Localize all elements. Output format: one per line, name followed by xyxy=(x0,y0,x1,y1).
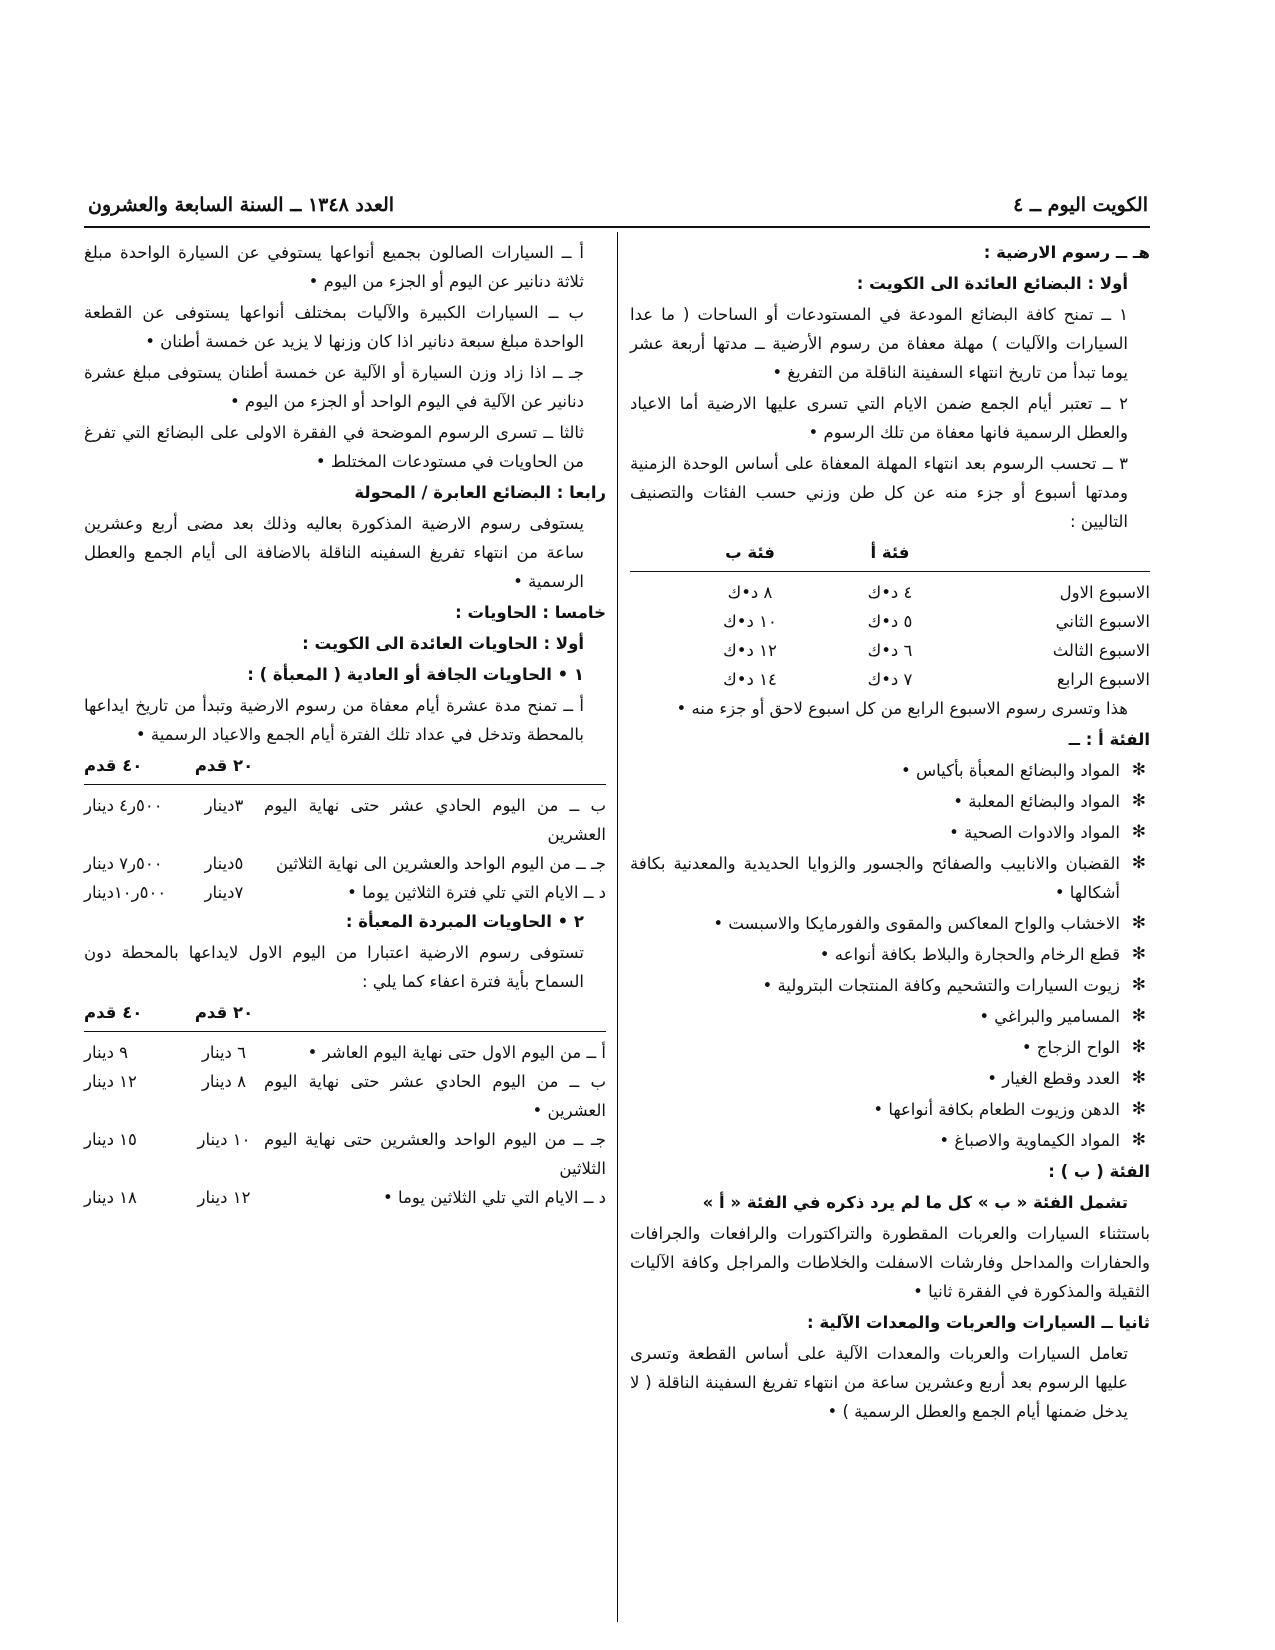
paragraph: تستوفى رسوم الارضية اعتبارا من اليوم الاول لايداعها بالمحطة دون السماح بأية فترة اعفاء كما يلي : xyxy=(84,943,584,991)
subsection-heading: ١ • الحاويات الجافة أو العادية ( المعبأة ) : xyxy=(247,665,584,684)
size-header-row xyxy=(84,751,606,780)
section-heading: هـ ــ رسوم الارضية : xyxy=(983,243,1150,262)
table-rule xyxy=(630,571,1150,572)
table-row: جـ ــ من اليوم الواحد والعشرين الى نهاية الثلاثين ٥دينار ٥٠٠ر٧ دينار xyxy=(84,854,606,873)
paragraph: أ ــ تمنح مدة عشرة أيام معفاة من رسوم الارضية وتبدأ من تاريخ ايداعها بالمحطة وتدخل في عداد تلك الفترة أيام الجمع والاعياد الرسمية • xyxy=(84,696,584,744)
paragraph: تعامل السيارات والعربات والمعدات الآلية على أساس القطعة وتسرى عليها الرسوم بعد أربع وعشرين ساعة من انتهاء تفريغ السفينة الناقلة ( لا يدخل ضمنها أيام الجمع والعطل الرسمية ) • xyxy=(630,1344,1128,1421)
paragraph: هذا وتسرى رسوم الاسبوع الرابع من كل اسبوع لاحق أو جزء منه • xyxy=(676,699,1128,718)
subsection-heading: رابعا : البضائع العابرة / المحولة xyxy=(354,483,606,502)
header-issue: العدد ١٣٤٨ ــ السنة السابعة والعشرون xyxy=(88,194,395,216)
list-item: ✻ الواح الزجاج • xyxy=(630,1033,1150,1062)
table-row: د ــ الايام التي تلي فترة الثلاثين يوما • ٧دينار ٥٠٠ر١٠دينار xyxy=(84,883,606,902)
column-divider xyxy=(617,232,618,1622)
right-column xyxy=(630,238,1150,1428)
table-row: أ ــ من اليوم الاول حتى نهاية اليوم العاشر • ٦ دينار ٩ دينار xyxy=(84,1043,606,1062)
table-row: الاسبوع الثاني ٥ د•ك ١٠ د•ك xyxy=(723,612,1150,631)
paragraph: أ ــ السيارات الصالون بجميع أنواعها يستوفي عن السيارة الواحدة مبلغ ثلاثة دنانير عن اليوم أو الجزء من اليوم • xyxy=(84,243,584,291)
category-b-label: فئة ب xyxy=(725,543,775,562)
list-item: ✻ الدهن وزيوت الطعام بكافة أنواعها • xyxy=(630,1095,1150,1124)
paragraph: ١ ــ تمنح كافة البضائع المودعة في المستودعات أو الساحات ( ما عدا السيارات والآليات ) مهلة معفاة من رسوم الأرضية ــ مدتها أربعة عشر يوما تبدأ من تاريخ انتهاء السفينة الناقلة من التفريغ • xyxy=(630,305,1128,382)
subsection-heading: ٢ • الحاويات المبردة المعبأة : xyxy=(345,912,584,931)
subsection-heading: أولا : الحاويات العائدة الى الكويت : xyxy=(302,634,584,653)
list-item: ✻ العدد وقطع الغيار • xyxy=(630,1064,1150,1093)
list-item: ✻ القضبان والانابيب والصفائح والجسور والزوايا الحديدية والمعدنية بكافة أشكالها • xyxy=(630,849,1150,907)
table-row: الاسبوع الرابع ٧ د•ك ١٤ د•ك xyxy=(723,670,1150,689)
table-row: ب ــ من اليوم الحادي عشر حتى نهاية اليوم العشرين ٣دينار ٥٠٠ر٤ دينار xyxy=(84,796,606,844)
list-item: ✻ المواد والبضائع المعلبة • xyxy=(630,787,1150,816)
table-row: د ــ الايام التي تلي الثلاثين يوما • ١٢ دينار ١٨ دينار xyxy=(84,1188,606,1207)
size-20-label: ٢٠ قدم xyxy=(194,1003,254,1022)
size-header-row xyxy=(84,998,606,1027)
list-item: ✻ المسامير والبراغي • xyxy=(630,1002,1150,1031)
size-20-label: ٢٠ قدم xyxy=(194,756,254,775)
list-item: ✻ المواد الكيماوية والاصباغ • xyxy=(630,1126,1150,1155)
list-item: ✻ قطع الرخام والحجارة والبلاط بكافة أنواعه • xyxy=(630,940,1150,969)
paragraph: ٣ ــ تحسب الرسوم بعد انتهاء المهلة المعفاة على أساس الوحدة الزمنية ومدتها أسبوع أو جزء منه عن كل طن وزني حسب الفئات والتصنيف التاليين : xyxy=(630,454,1128,531)
paragraph: باستثناء السيارات والعربات المقطورة والتراكتورات والرافعات والجرافات والحفارات والمداحل وفارشات الاسفلت والخلاطات والمراجل وكافة الآليات الثقيلة والمذكورة في الفقرة ثانيا • xyxy=(630,1224,1150,1301)
paragraph: جـ ــ اذا زاد وزن السيارة أو الآلية عن خمسة أطنان يستوفى مبلغ عشرة دنانير عن الآلية في اليوم الواحد أو الجزء من اليوم • xyxy=(84,363,584,411)
table-row: ب ــ من اليوم الحادي عشر حتى نهاية اليوم العشرين • ٨ دينار ١٢ دينار xyxy=(84,1072,606,1120)
category-a-label: فئة أ xyxy=(870,543,910,562)
header-title: الكويت اليوم ــ ٤ xyxy=(1013,194,1148,216)
category-a-heading: الفئة أ : ــ xyxy=(1068,730,1150,749)
category-b-heading: الفئة ( ب ) : xyxy=(1048,1162,1150,1181)
table-rule xyxy=(84,1031,606,1032)
list-item: ✻ زيوت السيارات والتشحيم وكافة المنتجات البترولية • xyxy=(630,971,1150,1000)
paragraph: ٢ ــ تعتبر أيام الجمع ضمن الايام التي تسرى عليها الارضية أما الاعياد والعطل الرسمية فانها معفاة من تلك الرسوم • xyxy=(630,394,1128,442)
page-header xyxy=(88,194,1148,224)
table-rule xyxy=(84,784,606,785)
subsection-heading: ثانيا ــ السيارات والعربات والمعدات الآلية : xyxy=(807,1313,1150,1332)
subsection-heading: أولا : البضائع العائدة الى الكويت : xyxy=(856,274,1128,293)
paragraph: ب ــ السيارات الكبيرة والآليات بمختلف أنواعها يستوفى عن القطعة الواحدة مبلغ سبعة دنانير اذا كان وزنها لا يزيد عن خمسة أطنان • xyxy=(84,303,584,351)
table-row: الاسبوع الاول ٤ د•ك ٨ د•ك xyxy=(727,583,1150,602)
left-column xyxy=(84,238,606,1212)
paragraph: ثالثا ــ تسرى الرسوم الموضحة في الفقرة الاولى على البضائع التي تفرغ من الحاويات في مستودعات المختلط • xyxy=(84,423,584,471)
list-item: ✻ المواد والادوات الصحية • xyxy=(630,818,1150,847)
section-heading: خامسا : الحاويات : xyxy=(455,603,606,622)
table-row: جـ ــ من اليوم الواحد والعشرين حتى نهاية اليوم الثلاثين ١٠ دينار ١٥ دينار xyxy=(84,1130,606,1178)
paragraph: يستوفى رسوم الارضية المذكورة بعاليه وذلك بعد مضى أربع وعشرين ساعة من انتهاء تفريغ السفينه الناقلة بالاضافة الى أيام الجمع والعطل الرسمية • xyxy=(84,514,584,591)
size-40-label: ٤٠ قدم xyxy=(84,1003,143,1022)
table-row: الاسبوع الثالث ٦ د•ك ١٢ د•ك xyxy=(723,641,1150,660)
list-item: ✻ المواد والبضائع المعبأة بأكياس • xyxy=(630,756,1150,785)
size-40-label: ٤٠ قدم xyxy=(84,756,143,775)
list-item: ✻ الاخشاب والواح المعاكس والمقوى والفورمايكا والاسبست • xyxy=(630,909,1150,938)
header-rule xyxy=(84,226,1150,228)
category-header-row xyxy=(630,538,1150,567)
paragraph: تشمل الفئة « ب » كل ما لم يرد ذكره في الفئة « أ » xyxy=(702,1193,1128,1212)
